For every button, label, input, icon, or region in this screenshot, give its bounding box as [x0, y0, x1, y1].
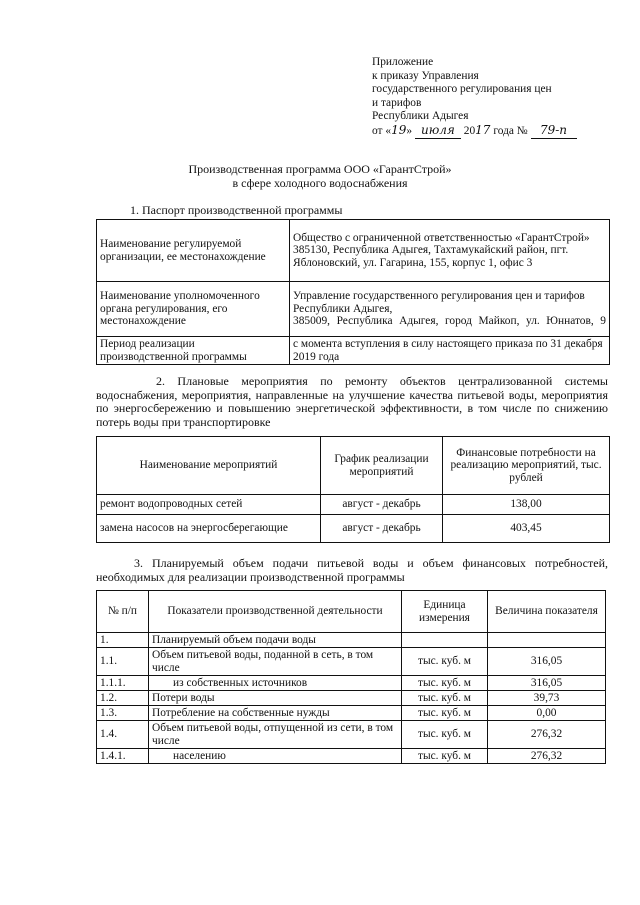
- appendix-block: [372, 56, 577, 139]
- measure-value: 138,00: [443, 495, 610, 515]
- column-header: Единица измерения: [402, 591, 488, 633]
- measures-table: [96, 436, 610, 543]
- column-header: № п/п: [97, 591, 149, 633]
- column-header: График реализации мероприятий: [321, 437, 443, 495]
- measure-name: ремонт водопроводных сетей: [97, 495, 321, 515]
- appendix-line: Республики Адыгея: [372, 110, 469, 123]
- appendix-line: Приложение: [372, 56, 434, 68]
- handwritten-number: 79-п: [531, 124, 577, 139]
- handwritten-year: 17: [475, 122, 491, 137]
- appendix-line: и тарифов: [372, 96, 422, 109]
- passport-value: Общество с ограниченной ответственностью «ГарантСтрой» 385130, Республика Адыгея, Тахтамукайский район, пгт. Яблоновский, ул. Гагарина, 155, корпус 1, офис 3: [290, 220, 610, 282]
- title-line-1: Производственная программа ООО «ГарантСтрой»: [188, 162, 452, 176]
- passport-label: Наименование регулируемой организации, ее местонахождение: [97, 220, 290, 282]
- table-row: [97, 337, 610, 365]
- section1-heading: 1. Паспорт производственной программы: [130, 203, 343, 217]
- appendix-line: к приказу Управления: [372, 69, 479, 82]
- volume-table: [96, 590, 606, 764]
- passport-table: [96, 219, 610, 365]
- table-row: 1.1. Объем питьевой воды, поданной в сеть, в том числе тыс. куб. м 316,05: [97, 648, 606, 676]
- table-row: 1.3. Потребление на собственные нужды тыс. куб. м 0,00: [97, 706, 606, 721]
- table-header-row: [97, 437, 610, 495]
- appendix-date-line: от «19» июля 2017 года № 79-п: [372, 124, 577, 139]
- passport-value: с момента вступления в силу настоящего приказа по 31 декабря 2019 года: [290, 337, 610, 365]
- document-title: [0, 162, 640, 190]
- table-row: 1.4. Объем питьевой воды, отпущенной из сети, в том числе тыс. куб. м 276,32: [97, 721, 606, 749]
- passport-value: Управление государственного регулирования цен и тарифов Республики Адыгея, 385009, Республика Адыгея, город Майкоп, ул. Юннатов, 9: [290, 282, 610, 337]
- measure-schedule: август - декабрь: [321, 515, 443, 543]
- table-row: [97, 515, 610, 543]
- handwritten-day: 19: [391, 122, 407, 137]
- section2-heading: 2. Плановые мероприятия по ремонту объектов централизованной системы водоснабжения, мероприятия, направленные на улучшение качества питьевой воды, мероприятия по энергосбережению и повышению энергетической эффективности, в том числе по снижению потерь воды при транспортировке: [96, 374, 608, 429]
- table-row: [97, 282, 610, 337]
- table-header-row: [97, 591, 606, 633]
- measure-value: 403,45: [443, 515, 610, 543]
- passport-label: Период реализации производственной программы: [97, 337, 290, 365]
- column-header: Показатели производственной деятельности: [149, 591, 402, 633]
- section3-heading: 3. Планируемый объем подачи питьевой воды и объем финансовых потребностей, необходимых для реализации производственной программы: [96, 556, 608, 584]
- table-row: 1.2. Потери воды тыс. куб. м 39,73: [97, 691, 606, 706]
- measure-schedule: август - декабрь: [321, 495, 443, 515]
- column-header: Финансовые потребности на реализацию мероприятий, тыс. рублей: [443, 437, 610, 495]
- column-header: Величина показателя: [488, 591, 606, 633]
- table-row: 1.4.1. населению тыс. куб. м 276,32: [97, 749, 606, 764]
- passport-label: Наименование уполномоченного органа регулирования, его местонахождение: [97, 282, 290, 337]
- handwritten-month: июля: [415, 124, 461, 139]
- measure-name: замена насосов на энергосберегающие: [97, 515, 321, 543]
- table-row: 1.1.1. из собственных источников тыс. куб. м 316,05: [97, 676, 606, 691]
- title-line-2: в сфере холодного водоснабжения: [232, 176, 408, 190]
- column-header: Наименование мероприятий: [97, 437, 321, 495]
- table-row: [97, 220, 610, 282]
- appendix-line: государственного регулирования цен: [372, 83, 552, 96]
- table-row: [97, 495, 610, 515]
- table-row: 1. Планируемый объем подачи воды: [97, 633, 606, 648]
